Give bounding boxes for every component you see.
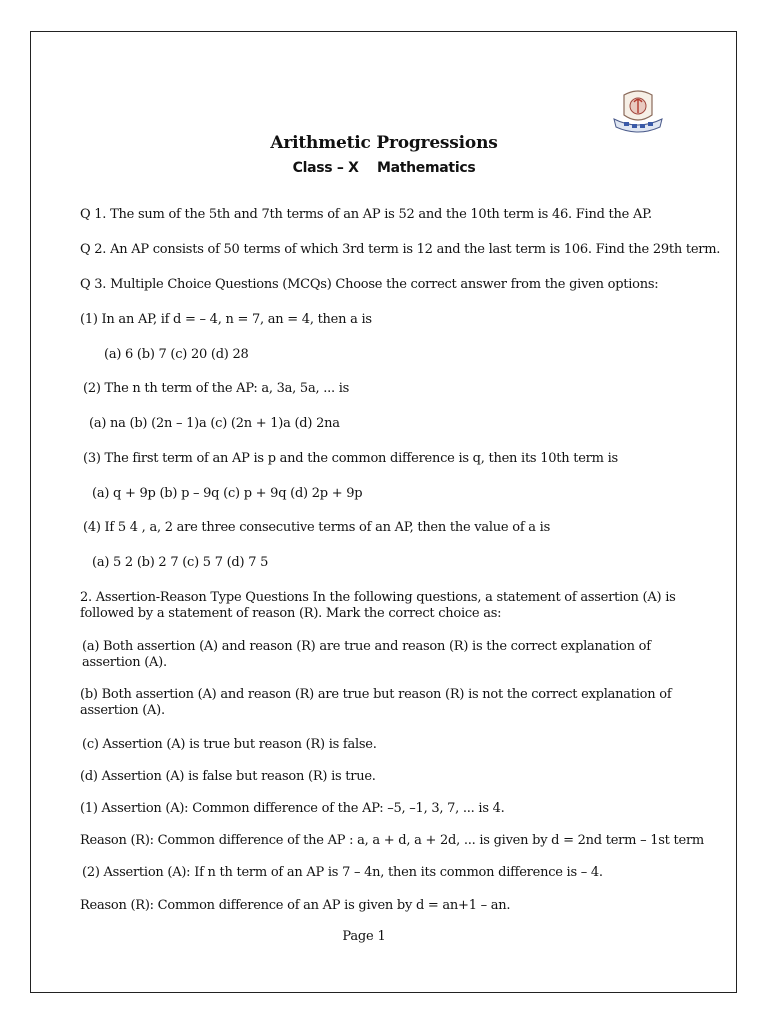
mcq-2-options: (a) na (b) (2n – 1)a (c) (2n + 1)a (d) 2na: [89, 416, 340, 431]
school-crest-icon: [610, 89, 666, 135]
page-number: Page 1: [342, 929, 386, 944]
mcq-1-question: (1) In an AP, if d = – 4, n = 7, an = 4, then a is: [80, 312, 372, 327]
mcq-4-options: (a) 5 2 (b) 2 7 (c) 5 7 (d) 7 5: [92, 555, 269, 570]
question-2: Q 2. An AP consists of 50 terms of which 3rd term is 12 and the last term is 106. Find the 29th term.: [80, 242, 721, 257]
assertion-option-d: (d) Assertion (A) is false but reason (R) is true.: [80, 769, 376, 784]
mcq-2-question: (2) The n th term of the AP: a, 3a, 5a, ... is: [83, 381, 350, 396]
mcq-1-options: (a) 6 (b) 7 (c) 20 (d) 28: [104, 347, 249, 362]
mcq-4-question: (4) If 5 4 , a, 2 are three consecutive terms of an AP, then the value of a is: [83, 520, 550, 535]
reason-2: Reason (R): Common difference of an AP is given by d = an+1 – an.: [80, 898, 511, 913]
assertion-2: (2) Assertion (A): If n th term of an AP is 7 – 4n, then its common difference is – 4.: [82, 865, 603, 880]
question-1: Q 1. The sum of the 5th and 7th terms of an AP is 52 and the 10th term is 46. Find the AP.: [80, 207, 652, 222]
page-title: Arithmetic Progressions: [270, 133, 498, 153]
assertion-reason-intro: 2. Assertion-Reason Type Questions In the following questions, a statement of assertion (A) is followed by a statement of reason (R). Mark the correct choice as:: [80, 590, 676, 621]
question-3: Q 3. Multiple Choice Questions (MCQs) Choose the correct answer from the given options:: [80, 277, 659, 292]
reason-1: Reason (R): Common difference of the AP : a, a + d, a + 2d, ... is given by d = 2nd term – 1st term: [80, 833, 704, 848]
assertion-option-b: (b) Both assertion (A) and reason (R) are true but reason (R) is not the correct explanation of assertion (A).: [80, 687, 672, 718]
mcq-3-options: (a) q + 9p (b) p – 9q (c) p + 9q (d) 2p + 9p: [92, 486, 363, 501]
assertion-option-a: (a) Both assertion (A) and reason (R) are true and reason (R) is the correct explanation of assertion (A).: [82, 639, 651, 670]
assertion-1: (1) Assertion (A): Common difference of the AP: –5, –1, 3, 7, ... is 4.: [80, 801, 505, 816]
assertion-option-c: (c) Assertion (A) is true but reason (R) is false.: [82, 737, 377, 752]
mcq-3-question: (3) The first term of an AP is p and the common difference is q, then its 10th term is: [83, 451, 618, 466]
page-subtitle: Class – X Mathematics: [292, 160, 476, 176]
